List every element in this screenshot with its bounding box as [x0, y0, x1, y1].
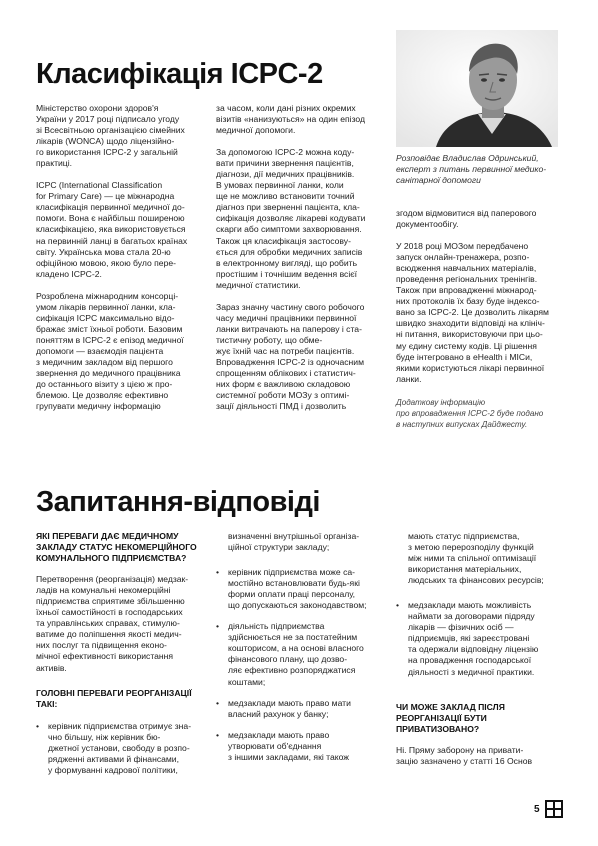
list-item: • керівник підприємства отримує зна- чно більшу, ніж керівник бю- джетної установи, свободу в розпо- рядженні активами й фінансами, у формуванні кадрової політики,: [36, 721, 212, 776]
article1-column-3: [396, 208, 566, 430]
photo-caption: Розповідає Владислав Одринський, експерт з питань первинної медико- санітарної допомоги: [396, 153, 547, 186]
article2-column-3: [396, 531, 566, 778]
bullet-list: [216, 567, 392, 763]
paragraph: У 2018 році МОЗом передбачено запуск онлайн-тренажера, розпо- всюдження навчальних матеріалів, проведення регіональних тренінгів. Також при впровадженні міжнарод- них протоколів їх базу буде індексо- вано за ICPC-2. Це дозволить лікарям швидко знаходити відповіді на клініч- ні питання, використовуючи при цьо- му єдину систему кодів. Ці рішення буде інтегровано в eHealth і МІСи, якими користуються лікарі первинної ланки.: [396, 241, 549, 384]
paragraph: Ні. Пряму заборону на привати- зацію зазначено у статті 16 Основ: [396, 744, 533, 766]
paragraph: визначенні внутрішньої організа- ційної структури закладу;: [228, 531, 360, 553]
bullet-list: [36, 721, 212, 776]
list-item: • медзаклади мають можливість наймати за договорами підряду лікарів — фізичних осіб — підприємців, які зареєстровані та одержали відповідну ліцензію на провадження господарської діяльності з медичної практики.: [396, 600, 566, 677]
article-title-qa: Запитання-відповіді: [36, 486, 320, 518]
question-heading: ЧИ МОЖЕ ЗАКЛАД ПІСЛЯ РЕОРГАНІЗАЦІЇ БУТИ ПРИВАТИЗОВАНО?: [396, 701, 505, 734]
list-item: • медзаклади мають право утворювати об'єднання з іншими закладами, які також: [216, 730, 392, 763]
paragraph: Зараз значну частину свого робочого часу медичні працівники первинної ланки витрачають на паперову і ста- тистичну роботу, що обме- жує їхній час на потреби пацієнтів. Впровадження ICPC-2 із одночасним спрощенням облікових і статистич- них форм є важливою складовою системної роботи МОЗу з оптимі- зації діяльності ПМД і дозволить: [216, 301, 365, 412]
paragraph: мають статус підприємства, з метою перерозподілу функцій між ними та спільної оптимізації використання матеріальних, людських та фінансових ресурсів;: [408, 531, 544, 586]
question-heading: ЯКІ ПЕРЕВАГИ ДАЄ МЕДИЧНОМУ ЗАКЛАДУ СТАТУС НЕКОМЕРЦІЙНОГО КОМУНАЛЬНОГО ПІДПРИЄМСТВА?: [36, 531, 197, 564]
article2-column-2: [216, 531, 392, 773]
bullet-list: [396, 600, 566, 677]
paragraph: ICPC (International Classification for Primary Care) — це міжнародна класифікація первинної медичної до- помоги. Вона є найбільш поширеною класифікацією, яка використовується на первинній ланці в багатьох країнах світу. Українська мова стала 20-ю офіційною мовою, якою було пере- кладено ICPC-2.: [36, 180, 188, 279]
paragraph: за часом, коли дані різних окремих візитів «нанизуються» на один епізод медичної допомоги.: [216, 103, 366, 136]
paragraph: За допомогою ICPC-2 можна коду- вати причини звернення пацієнтів, діагнози, дії медичних працівників. В умовах первинної ланки, коли ще не можливо встановити точний діагноз при зверненні пацієнта, кла- сифікація дозволяє лікареві кодувати скарги або симптоми захворювання. Також ця класифікація застосову- ється для обробки медичних записів в електронному вигляді, що робить простішим і точнішим ведення всієї медичної статистики.: [216, 147, 366, 290]
page-number: 5: [534, 804, 540, 815]
list-item: • медзаклади мають право мати власний рахунок у банку;: [216, 698, 392, 720]
article2-column-1: [36, 531, 212, 786]
paragraph: Розроблена міжнародним консорці- умом лікарів первинної ланки, кла- сифікація ICPC максимально відо- бражає зміст їхньої роботи. Базовим поняттям в ICPC-2 є епізод медичної допомоги — взаємодія пацієнта з медичним закладом від першого звернення до медичного працівника до останнього візиту з цією ж про- блемою. Це дозволяє ефективно групувати медичну інформацію: [36, 290, 184, 412]
author-photo: [396, 30, 558, 147]
footnote-note: Додаткову інформацію про впровадження ICPC-2 буде подано в наступних випусках Дайджесту.: [396, 397, 544, 429]
author-portrait-image: [396, 30, 558, 147]
paragraph: згодом відмовитися від паперового документообігу.: [396, 208, 537, 230]
section-heading: ГОЛОВНІ ПЕРЕВАГИ РЕОРГАНІЗАЦІЇ ТАКІ:: [36, 687, 192, 709]
paragraph: Міністерство охорони здоров'я України у 2017 році підписало угоду зі Всесвітньою організацією сімейних лікарів (WONCA) щодо ліцензійно- го використання ICPC-2 у загальній практиці.: [36, 103, 185, 169]
grid-logo-icon: [545, 800, 563, 818]
article1-column-2: [216, 103, 388, 412]
paragraph: Перетворення (реорганізація) медзак- ладів на комунальні некомерційні підприємства сприятиме збільшенню їхньої самостійності в господарських та управлінських справах, стимулю- ватиме до поліпшення якості медич- них послуг та підвищення еконо- мічної ефективності використання активів.: [36, 574, 189, 673]
article-title-icpc: Класифікація ICPC-2: [36, 58, 323, 90]
list-item: • керівник підприємства може са- мостійно встановлювати будь-які форми оплати праці персоналу, що допускаються законодавством;: [216, 567, 392, 611]
list-item: • діяльність підприємства здійснюється не за постатейним кошторисом, а на основі власного фінансового плану, що дозво- ляє ефективно розпоряджатися коштами;: [216, 621, 392, 687]
article1-column-1: [36, 103, 206, 412]
